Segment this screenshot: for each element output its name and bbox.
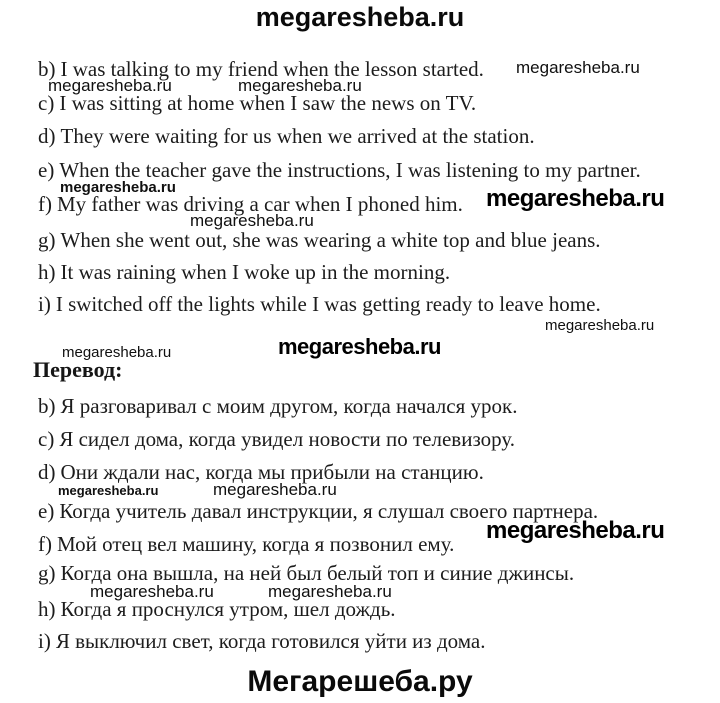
sentence-line-ru-f: [38, 532, 454, 556]
sentence-text: Когда я проснулся утром, шел дождь.: [60, 597, 396, 621]
sentence-line-en-g: [38, 228, 601, 252]
sentence-label: c): [38, 91, 55, 115]
sentence-text: When the teacher gave the instructions, I was listening to my partner.: [59, 158, 641, 182]
sentence-label: f): [38, 192, 52, 216]
watermark: megaresheba.ru: [190, 211, 314, 230]
watermark: megaresheba.ru: [486, 185, 665, 212]
watermark: megaresheba.ru: [278, 334, 441, 359]
sentence-label: e): [38, 158, 55, 182]
watermark: megaresheba.ru: [60, 179, 176, 196]
watermark: megaresheba.ru: [486, 517, 665, 544]
sentence-text: Когда учитель давал инструкции, я слушал своего партнера.: [59, 499, 599, 523]
sentence-label: c): [38, 427, 55, 451]
watermark: megaresheba.ru: [62, 344, 172, 361]
watermark: megaresheba.ru: [90, 582, 214, 601]
sentence-label: h): [38, 597, 56, 621]
sentence-text: My father was driving a car when I phoned him.: [57, 192, 463, 216]
watermark: megaresheba.ru: [238, 76, 362, 95]
page-title: megaresheba.ru: [255, 2, 465, 32]
sentence-line-ru-b: [38, 394, 517, 418]
watermark: megaresheba.ru: [545, 317, 655, 334]
sentence-text: Когда она вышла, на ней был белый топ и синие джинсы.: [60, 561, 575, 585]
sentence-text: When she went out, she was wearing a white top and blue jeans.: [60, 228, 601, 252]
translation-heading: Перевод:: [33, 357, 123, 382]
sentence-label: f): [38, 532, 52, 556]
sentence-text: Я выключил свет, когда готовился уйти из дома.: [55, 629, 486, 653]
sentence-label: d): [38, 460, 56, 484]
sentence-label: b): [38, 394, 56, 418]
sentence-line-en-i: [38, 292, 601, 316]
sentence-line-en-h: [38, 260, 450, 284]
sentence-text: It was raining when I woke up in the morning.: [60, 260, 451, 284]
sentence-label: i): [38, 292, 51, 316]
watermark: megaresheba.ru: [213, 480, 337, 499]
sentence-text: Я сидел дома, когда увидел новости по телевизору.: [59, 427, 515, 451]
watermark: megaresheba.ru: [48, 76, 172, 95]
sentence-label: b): [38, 57, 56, 81]
sentence-text: Я разговаривал с моим другом, когда начался урок.: [60, 394, 518, 418]
watermark: megaresheba.ru: [58, 483, 159, 498]
sentence-label: e): [38, 499, 55, 523]
footer-brand: Мегарешеба.ру: [247, 665, 473, 698]
sentence-label: d): [38, 124, 56, 148]
sentence-line-ru-c: [38, 427, 515, 451]
sentence-text: I switched off the lights while I was getting ready to leave home.: [55, 292, 601, 316]
sentence-line-en-c: [38, 91, 476, 115]
sentence-text: They were waiting for us when we arrived at the station.: [60, 124, 535, 148]
sentence-text: Они ждали нас, когда мы прибыли на станцию.: [60, 460, 484, 484]
sentence-label: i): [38, 629, 51, 653]
sentence-line-ru-h: [38, 597, 396, 621]
sentence-text: I was sitting at home when I saw the news on TV.: [59, 91, 477, 115]
sentence-label: h): [38, 260, 56, 284]
watermark: megaresheba.ru: [268, 582, 392, 601]
sentence-label: g): [38, 561, 56, 585]
sentence-label: g): [38, 228, 56, 252]
sentence-text: Мой отец вел машину, когда я позвонил ему.: [57, 532, 455, 556]
sentence-line-ru-i: [38, 629, 485, 653]
watermark: megaresheba.ru: [516, 58, 640, 77]
sentence-line-en-d: [38, 124, 535, 148]
sentence-text: I was talking to my friend when the lesson started.: [60, 57, 484, 81]
